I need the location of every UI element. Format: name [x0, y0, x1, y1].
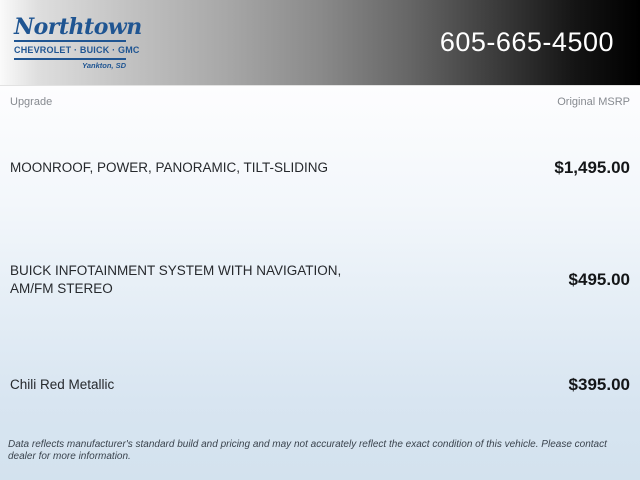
dealer-logo-name: Northtown	[14, 14, 142, 40]
upgrade-price: $1,495.00	[554, 158, 630, 177]
table-row	[0, 216, 640, 344]
table-row	[0, 344, 640, 426]
upgrade-label: Chili Red Metallic	[10, 377, 115, 392]
logo-divider	[14, 58, 126, 60]
logo-underline	[14, 40, 126, 42]
table-row	[0, 120, 640, 216]
dealer-phone-number: 605-665-4500	[439, 27, 614, 57]
dealer-logo	[14, 14, 142, 70]
upgrade-price: $395.00	[568, 375, 630, 394]
dealer-logo-brands: CHEVROLET · BUICK · GMC	[14, 45, 140, 55]
upgrade-label: BUICK INFOTAINMENT SYSTEM WITH NAVIGATION, AM/FM STEREO	[10, 263, 342, 296]
disclaimer-text: Data reflects manufacturer's standard build and pricing and may not accurately reflect the exact condition of this vehicle. Please contact dealer for more information.	[8, 439, 607, 462]
pricing-table	[0, 86, 640, 480]
upgrade-label: MOONROOF, POWER, PANORAMIC, TILT-SLIDING	[10, 160, 329, 175]
column-header-upgrade: Upgrade	[10, 96, 53, 108]
upgrade-price: $495.00	[568, 270, 630, 289]
dealer-logo-location: Yankton, SD	[82, 61, 126, 70]
table-column-headers	[0, 86, 640, 120]
header-banner	[0, 0, 640, 86]
column-header-original-msrp: Original MSRP	[557, 96, 630, 108]
